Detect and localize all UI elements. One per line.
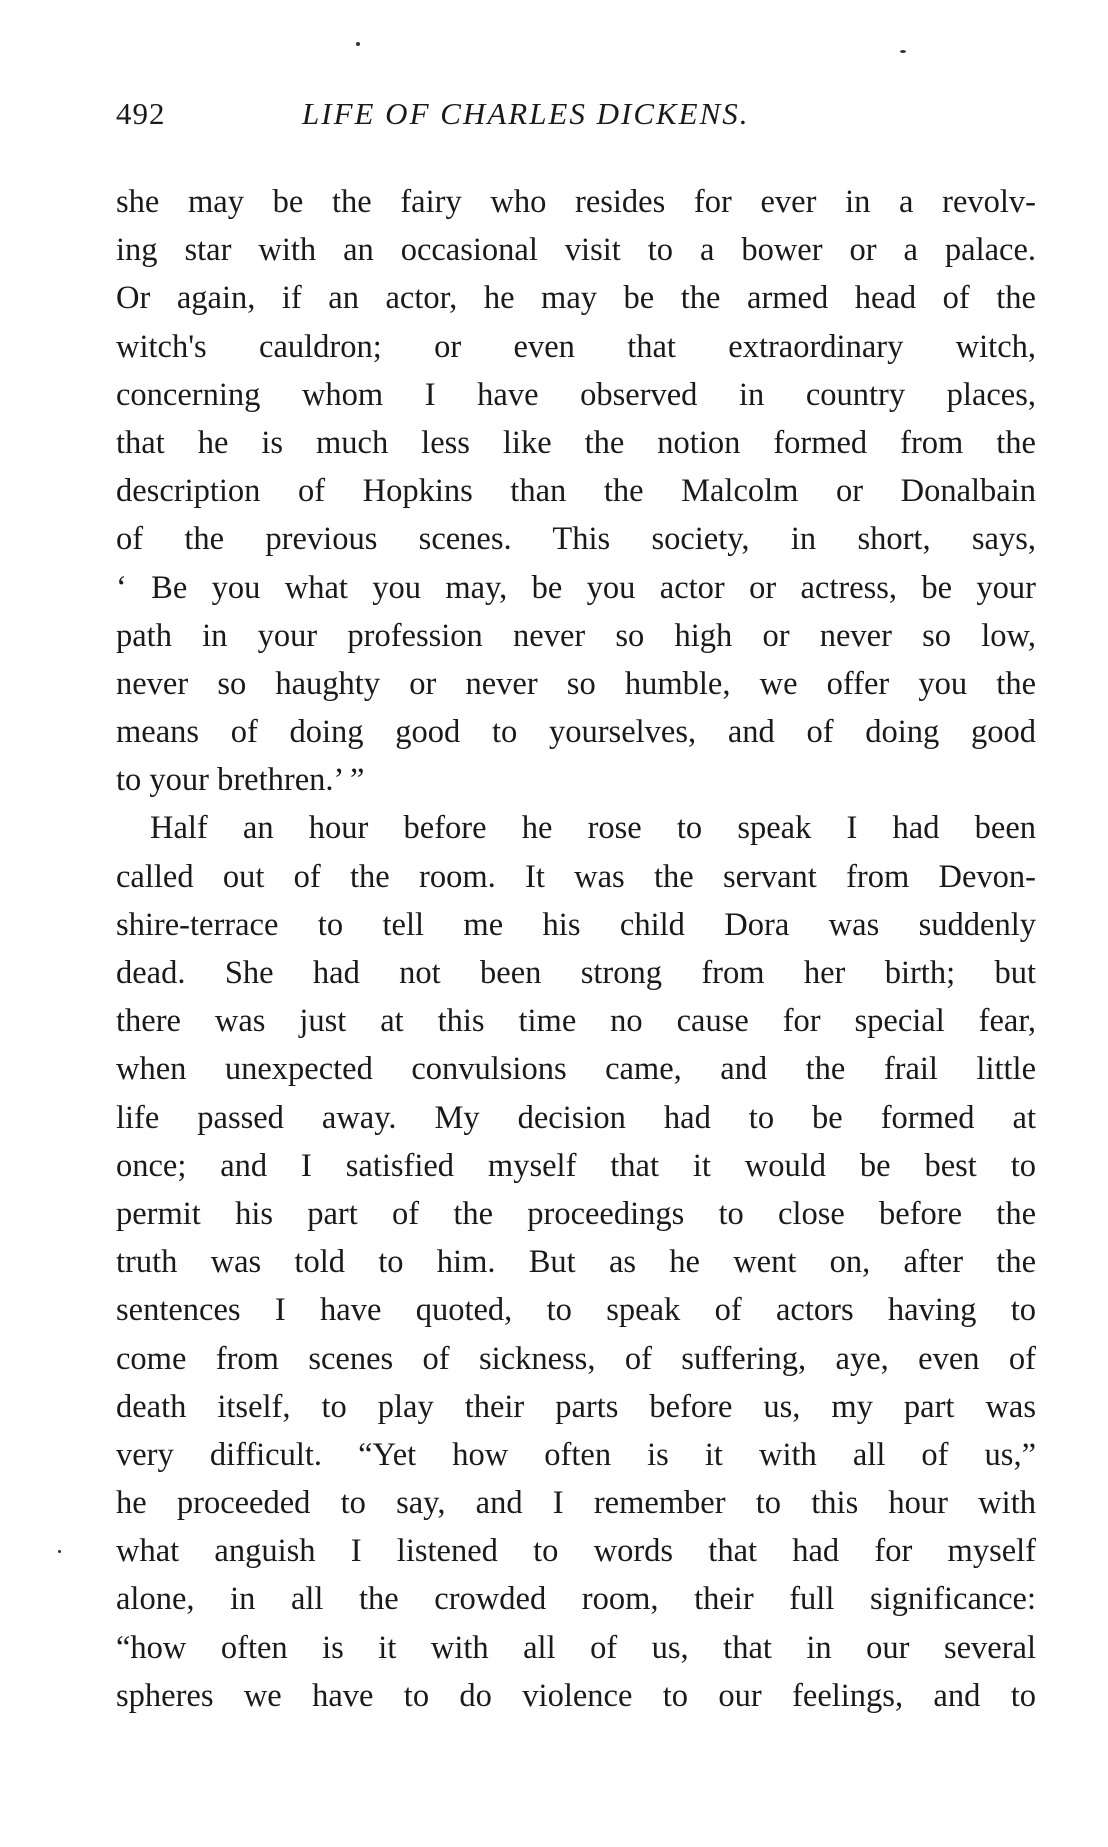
text-line: spheres we have to do violence to our feelings, and to: [116, 1677, 1036, 1714]
text-line: means of doing good to yourselves, and of doing good: [116, 714, 1036, 751]
running-title: LIFE OF CHARLES DICKENS.: [302, 96, 750, 131]
text-line: she may be the fairy who resides for ever in a revolv-: [116, 184, 1036, 220]
print-speck: [900, 50, 906, 53]
text-line: to your brethren.’ ”: [116, 762, 365, 799]
text-line: description of Hopkins than the Malcolm or Donalbain: [116, 473, 1036, 510]
text-line: dead. She had not been strong from her birth; but: [116, 955, 1036, 991]
text-line: never so haughty or never so humble, we offer you the: [116, 665, 1036, 702]
text-line: when unexpected convulsions came, and the frail little: [116, 1051, 1036, 1088]
print-speck: [356, 42, 360, 46]
body-text: [116, 178, 1036, 1720]
text-line: “how often is it with all of us, that in our several: [116, 1629, 1036, 1666]
text-line: of the previous scenes. This society, in short, says,: [116, 521, 1036, 558]
text-line: he proceeded to say, and I remember to this hour with: [116, 1485, 1036, 1522]
text-line: permit his part of the proceedings to close before the: [116, 1195, 1036, 1232]
text-line: ing star with an occasional visit to a bower or a palace.: [116, 232, 1036, 269]
page-number: 492: [116, 96, 166, 131]
text-line: witch's cauldron; or even that extraordinary witch,: [116, 328, 1036, 365]
text-line: come from scenes of sickness, of suffering, aye, even of: [116, 1340, 1036, 1377]
text-line: Half an hour before he rose to speak I had been: [150, 810, 1036, 847]
text-line: called out of the room. It was the servant from Devon-: [116, 858, 1036, 895]
text-line: what anguish I listened to words that had for myself: [116, 1533, 1036, 1570]
text-line: ‘ Be you what you may, be you actor or actress, be your: [116, 569, 1036, 606]
text-line: truth was told to him. But as he went on, after the: [116, 1244, 1036, 1281]
text-line: alone, in all the crowded room, their full significance:: [116, 1581, 1036, 1618]
print-speck: [58, 1550, 61, 1553]
text-line: Or again, if an actor, he may be the armed head of the: [116, 280, 1036, 317]
text-line: path in your profession never so high or never so low,: [116, 617, 1036, 654]
text-line: sentences I have quoted, to speak of actors having to: [116, 1292, 1036, 1329]
page-header: [116, 96, 1036, 136]
text-line: very difficult. “Yet how often is it with all of us,”: [116, 1436, 1036, 1473]
text-line: once; and I satisfied myself that it would be best to: [116, 1147, 1036, 1184]
text-line: that he is much less like the notion formed from the: [116, 424, 1036, 461]
text-line: death itself, to play their parts before us, my part was: [116, 1388, 1036, 1425]
text-line: shire-terrace to tell me his child Dora was suddenly: [116, 906, 1036, 943]
text-line: there was just at this time no cause for special fear,: [116, 1003, 1036, 1040]
text-line: concerning whom I have observed in country places,: [116, 376, 1036, 413]
text-line: life passed away. My decision had to be formed at: [116, 1099, 1036, 1136]
